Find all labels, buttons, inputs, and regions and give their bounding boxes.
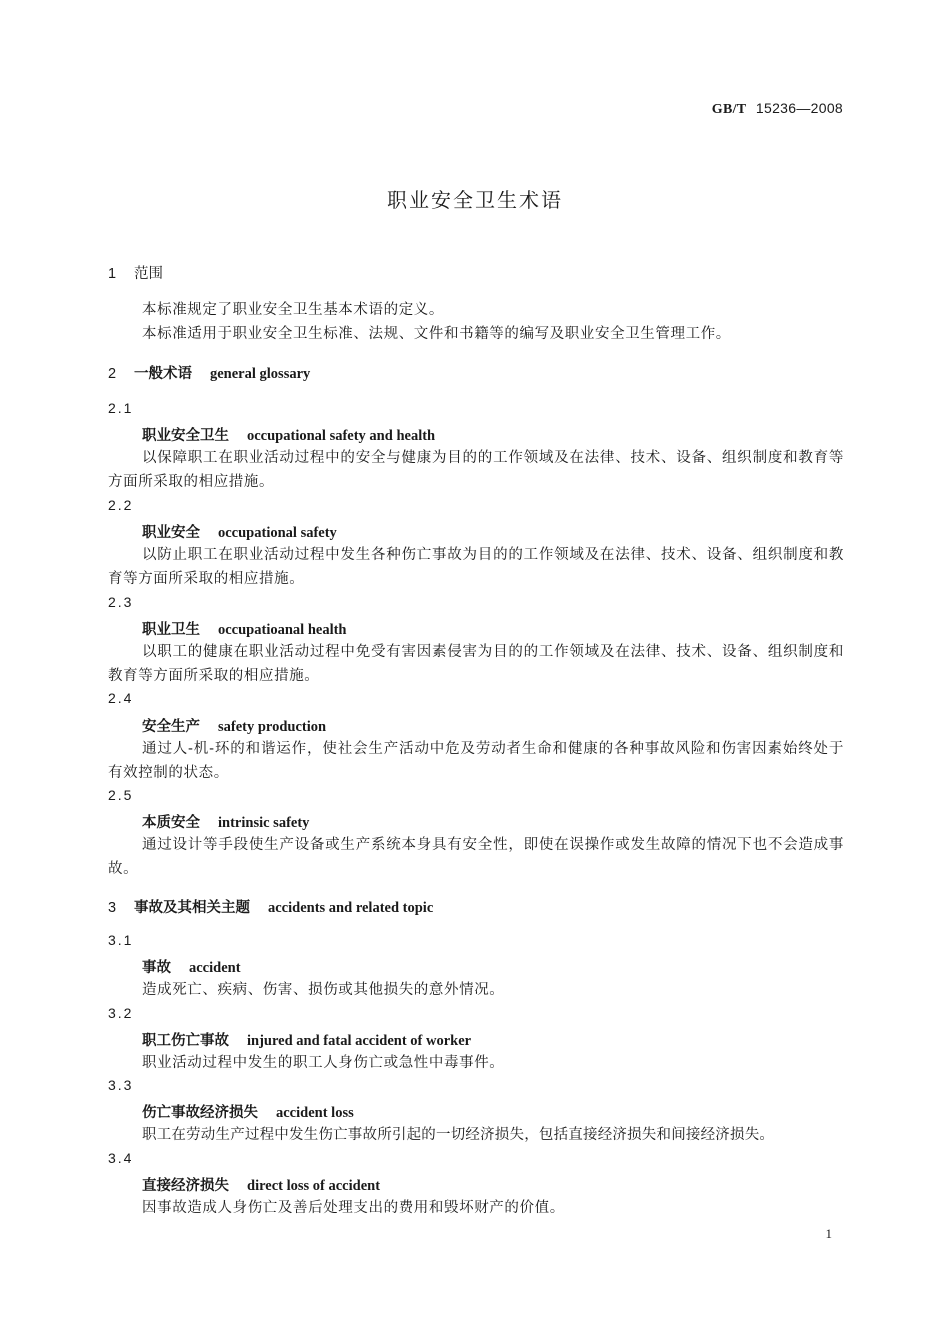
term-en: occupational safety and health [247, 428, 436, 444]
section-title-en: accidents and related topic [268, 900, 434, 916]
term-zh: 本质安全 [142, 815, 200, 831]
term-heading [142, 1101, 354, 1122]
term-definition: 通过设计等手段使生产设备或生产系统本身具有安全性，即使在误操作或发生故障的情况下也不会造成事故。 [108, 837, 844, 877]
section-title-en: general glossary [210, 366, 311, 382]
section-heading-2 [108, 362, 310, 383]
section-heading-1 [108, 262, 181, 283]
section-title-zh: 一般术语 [134, 366, 192, 382]
term-en: occupational safety [218, 525, 337, 541]
term-definition: 以职工的健康在职业活动过程中免受有害因素侵害为目的的工作领域及在法律、技术、设备、组织制度和教育等方面所采取的相应措施。 [108, 644, 844, 684]
term-zh: 职业安全卫生 [142, 428, 229, 444]
term-heading [142, 424, 435, 445]
clause-number: 3.3 [108, 1077, 134, 1093]
section-number: 1 [108, 266, 117, 282]
term-en: intrinsic safety [218, 815, 310, 831]
term-en: safety production [218, 719, 327, 735]
scope-paragraph: 本标准适用于职业安全卫生标准、法规、文件和书籍等的编写及职业安全卫生管理工作。 [142, 326, 731, 342]
term-heading [142, 1029, 471, 1050]
clause-number: 2.5 [108, 787, 134, 803]
section-title-zh: 事故及其相关主题 [134, 900, 250, 916]
term-heading [142, 956, 241, 977]
term-heading [142, 521, 337, 542]
clause-number: 3.4 [108, 1150, 134, 1166]
term-definition: 职工在劳动生产过程中发生伤亡事故所引起的一切经济损失，包括直接经济损失和间接经济损失。 [142, 1127, 775, 1143]
term-definition: 通过人-机-环的和谐运作，使社会生产活动中危及劳动者生命和健康的各种事故风险和伤害因素始终处于有效控制的状态。 [108, 741, 844, 781]
term-zh: 事故 [142, 960, 171, 976]
section-number: 3 [108, 900, 117, 916]
clause-number: 2.2 [108, 497, 134, 513]
clause-number: 3.2 [108, 1005, 134, 1021]
clause-number: 2.4 [108, 690, 134, 706]
clause-number: 2.1 [108, 400, 134, 416]
term-en: accident [189, 960, 241, 976]
term-en: direct loss of accident [247, 1178, 381, 1194]
standard-number: 15236—2008 [755, 100, 843, 116]
term-zh: 职工伤亡事故 [142, 1033, 229, 1049]
term-en: accident loss [276, 1105, 354, 1121]
document-title: 职业安全卫生术语 [387, 188, 563, 212]
term-en: injured and fatal accident of worker [247, 1033, 472, 1049]
standard-code [712, 100, 843, 118]
term-heading [142, 618, 347, 639]
term-definition: 职业活动过程中发生的职工人身伤亡或急性中毒事件。 [142, 1055, 505, 1071]
section-title: 范围 [134, 266, 163, 282]
term-zh: 职业卫生 [142, 622, 200, 638]
section-heading-3 [108, 896, 433, 917]
term-heading [142, 1174, 380, 1195]
term-heading [142, 715, 326, 736]
term-zh: 安全生产 [142, 719, 200, 735]
term-definition: 以保障职工在职业活动过程中的安全与健康为目的的工作领域及在法律、技术、设备、组织制度和教育等方面所采取的相应措施。 [108, 450, 844, 490]
standard-prefix: GB/T [711, 102, 747, 117]
term-heading [142, 811, 309, 832]
term-zh: 直接经济损失 [142, 1178, 229, 1194]
term-en: occupatioanal health [218, 622, 347, 638]
clause-number: 3.1 [108, 932, 134, 948]
term-definition: 以防止职工在职业活动过程中发生各种伤亡事故为目的的工作领域及在法律、技术、设备、组织制度和教育等方面所采取的相应措施。 [108, 547, 844, 587]
term-zh: 伤亡事故经济损失 [142, 1105, 258, 1121]
scope-paragraph: 本标准规定了职业安全卫生基本术语的定义。 [142, 302, 444, 318]
section-number: 2 [108, 366, 117, 382]
clause-number: 2.3 [108, 594, 134, 610]
term-definition: 造成死亡、疾病、伤害、损伤或其他损失的意外情况。 [142, 982, 505, 998]
term-definition: 因事故造成人身伤亡及善后处理支出的费用和毁坏财产的价值。 [142, 1200, 565, 1216]
term-zh: 职业安全 [142, 525, 200, 541]
page-number: 1 [825, 1226, 832, 1241]
